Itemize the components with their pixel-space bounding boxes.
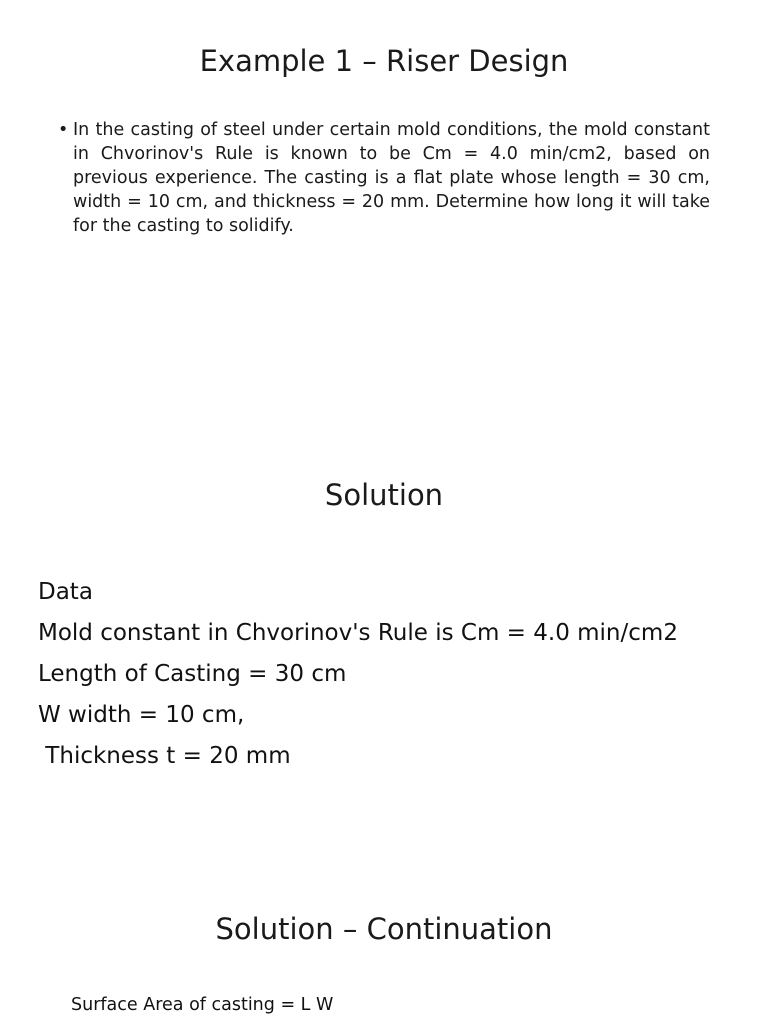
slide-title: Solution [324,478,444,512]
data-heading: Data [38,579,93,605]
slide-solution-continuation [0,862,768,1024]
slide-title: Solution – Continuation [215,912,553,946]
data-list [38,572,738,777]
bullet-item [58,118,710,238]
data-line-thickness: Thickness t = 20 mm [38,743,291,769]
problem-statement [58,118,710,238]
slide-title: Example 1 – Riser Design [199,44,569,78]
data-line-mold-constant: Mold constant in Chvorinov's Rule is Cm = 4.0 min/cm2 [38,620,678,646]
bullet-text: In the casting of steel under certain mold conditions, the mold constant in Chvorinov's Rule is known to be Cm = 4.0 min/cm2, based on previous experience. The casting is a flat plate whose length = 30 cm, width = 10 cm, and thickness = 20 mm. Determine how long it will take for the casting to solidify. [73,120,710,236]
data-line-width: W width = 10 cm, [38,702,245,728]
slide-solution [0,430,768,862]
slide-example-1 [0,0,768,430]
bullet-icon: • [58,120,69,140]
data-line-length: Length of Casting = 30 cm [38,661,347,687]
surface-area-line: Surface Area of casting = L W [71,995,334,1015]
